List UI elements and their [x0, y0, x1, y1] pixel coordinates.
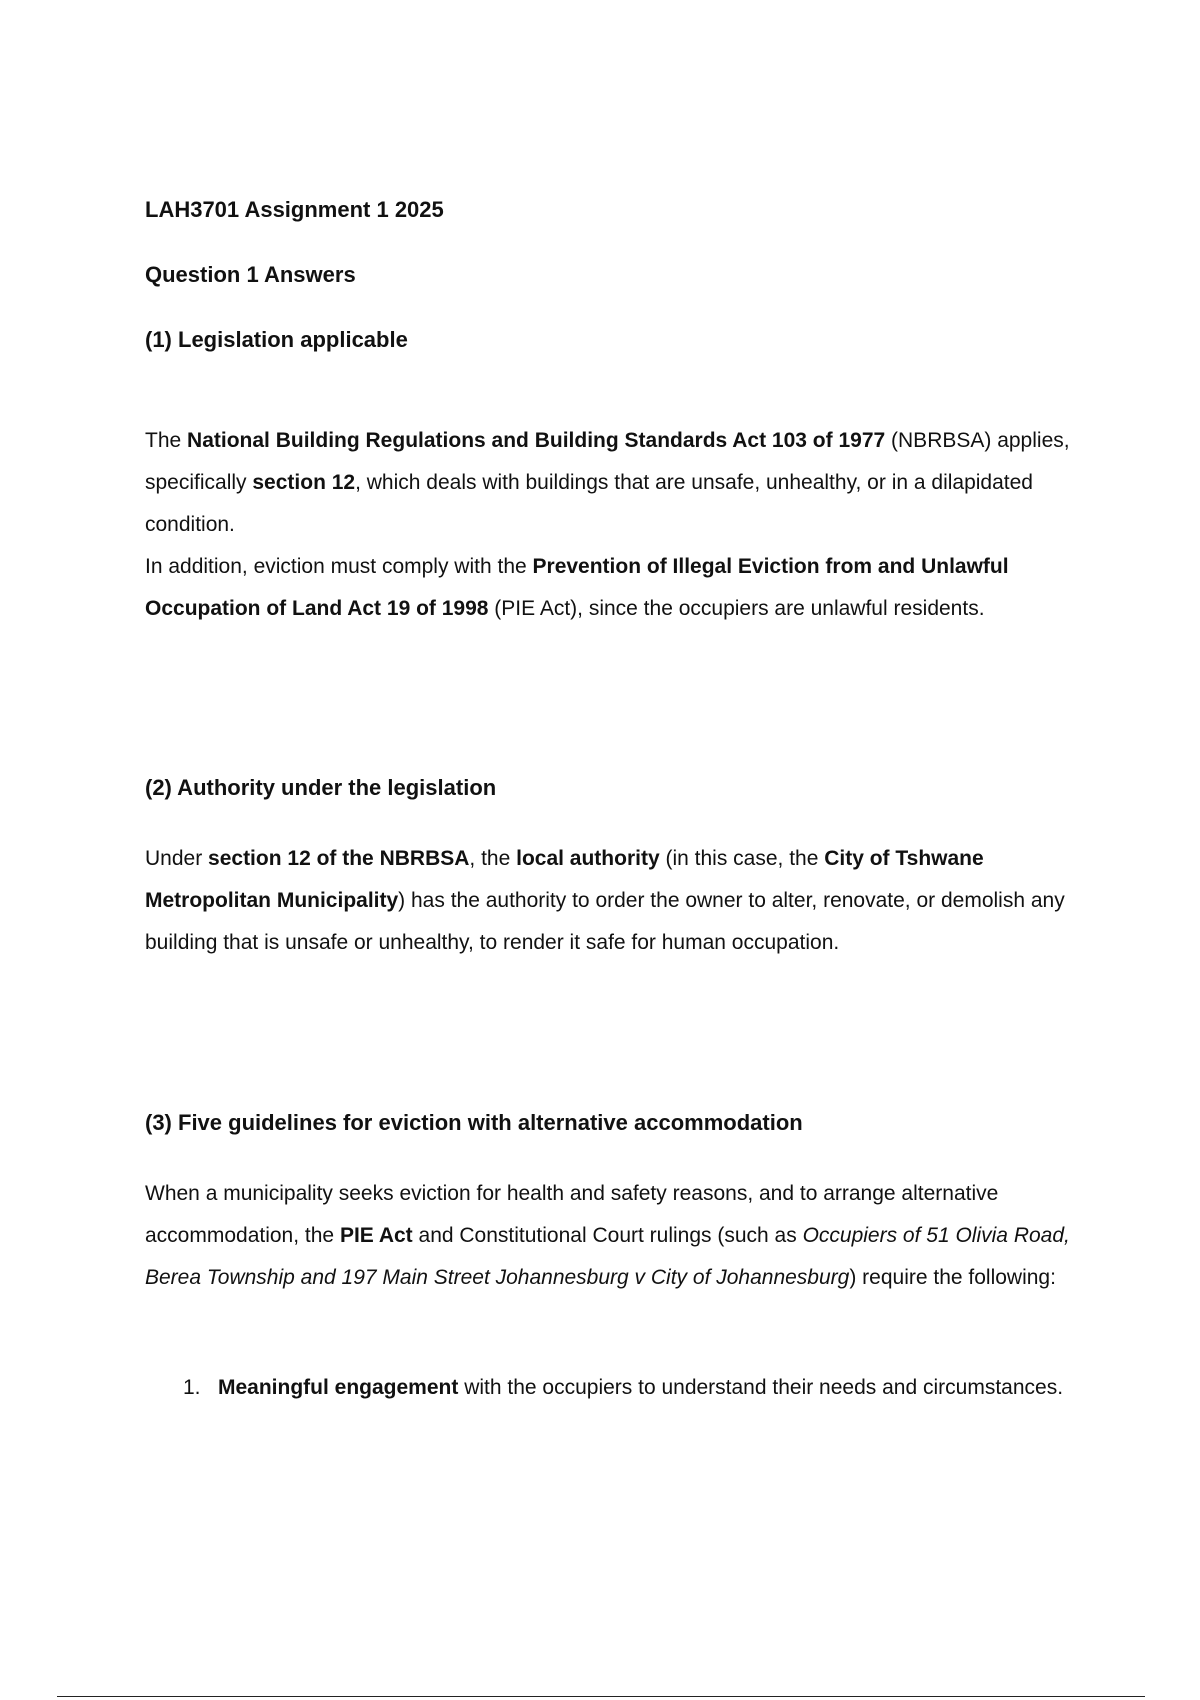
- list-item-number: 1.: [183, 1376, 201, 1399]
- list-item-text: with the occupiers to understand their needs and circumstances.: [458, 1376, 1064, 1399]
- section1-paragraph-1: The National Building Regulations and Building Standards Act 103 of 1977 (NBRBSA) applies, specifically section 12, which deals with buildings that are unsafe, unhealthy, or in a dilapidated condition.: [145, 429, 1070, 536]
- section3-paragraph-1: When a municipality seeks eviction for health and safety reasons, and to arrange alternative accommodation, the PIE Act and Constitutional Court rulings (such as Occupiers of 51 Olivia Road, Berea Township and 197 Main Street Johannesburg v City of Johannesburg) require the following:: [145, 1182, 1070, 1289]
- section1-heading: (1) Legislation applicable: [145, 327, 408, 352]
- page-bottom-rule: [57, 1696, 1145, 1697]
- section2-heading: (2) Authority under the legislation: [145, 775, 497, 800]
- document-subtitle: Question 1 Answers: [145, 262, 356, 287]
- list-item-bold: Meaningful engagement: [218, 1376, 459, 1399]
- section2-paragraph-1: Under section 12 of the NBRBSA, the local authority (in this case, the City of Tshwane Metropolitan Municipality) has the authority to order the owner to alter, renovate, or demolish any building that is unsafe or unhealthy, to render it safe for human occupation.: [145, 847, 1065, 954]
- guidelines-list: [145, 1367, 1095, 1409]
- document-title: LAH3701 Assignment 1 2025: [145, 197, 444, 222]
- section3-heading: (3) Five guidelines for eviction with alternative accommodation: [145, 1110, 803, 1135]
- section1-paragraph-2: In addition, eviction must comply with the Prevention of Illegal Eviction from and Unlawful Occupation of Land Act 19 of 1998 (PIE Act), since the occupiers are unlawful residents.: [145, 555, 1009, 620]
- list-item: [145, 1367, 1095, 1409]
